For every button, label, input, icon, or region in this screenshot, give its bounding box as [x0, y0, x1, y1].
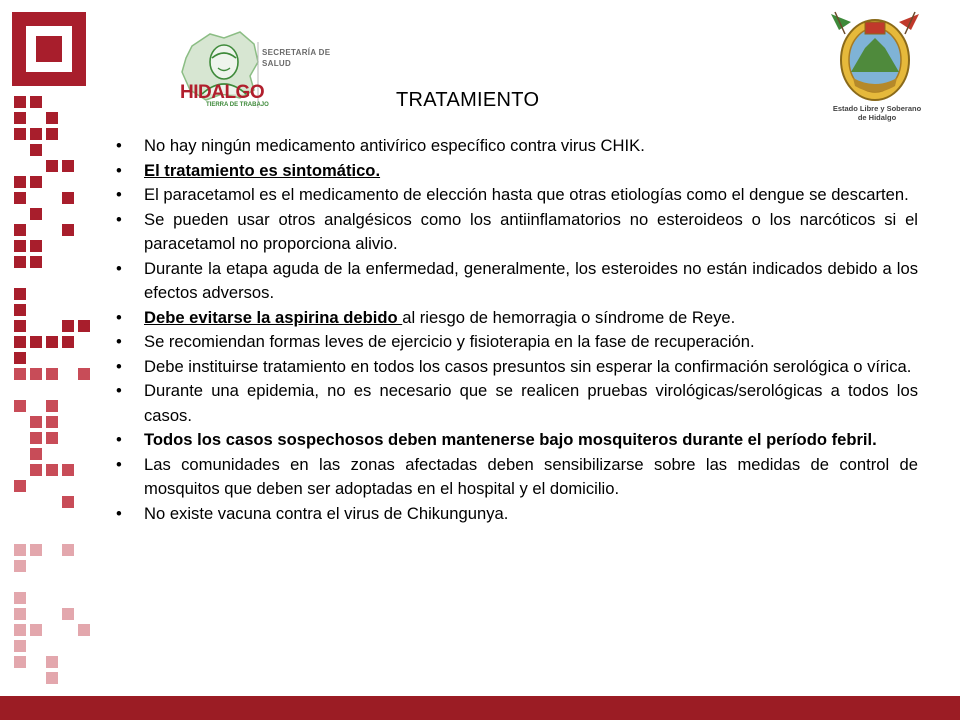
decor-square [30, 144, 42, 156]
decor-square [62, 464, 74, 476]
decor-square [14, 624, 26, 636]
list-item [112, 453, 918, 502]
decor-square [46, 160, 58, 172]
treatment-bullet-list [112, 134, 918, 526]
list-item [112, 134, 918, 159]
decor-square [62, 496, 74, 508]
decor-square [30, 624, 42, 636]
decor-square [30, 368, 42, 380]
decor-square [46, 464, 58, 476]
bullet-glyph: • [116, 430, 122, 449]
decor-square [14, 320, 26, 332]
hidalgo-logo-word: HIDALGO [180, 82, 265, 103]
list-item-text: Durante una epidemia, no es necesario que se realicen pruebas virológicas/serológicas a todos los casos. [144, 381, 918, 425]
decor-square [46, 432, 58, 444]
list-item-text: No hay ningún medicamento antivírico específico contra virus CHIK. [144, 136, 645, 155]
decor-square [14, 352, 26, 364]
decor-square [14, 256, 26, 268]
decor-square [14, 288, 26, 300]
list-item-text: al riesgo de hemorragia o síndrome de Reye. [402, 307, 736, 327]
decor-square [14, 176, 26, 188]
bullet-glyph: • [116, 209, 122, 229]
list-item-lead: Debe evitarse la aspirina debido [144, 307, 403, 327]
decor-square [14, 224, 26, 236]
list-item-text: El paracetamol es el medicamento de elección hasta que otras etiologías como el dengue se descarten. [144, 185, 909, 204]
decor-square [14, 544, 26, 556]
decor-square [46, 656, 58, 668]
decor-square [30, 256, 42, 268]
decor-square [30, 208, 42, 220]
list-item [112, 306, 918, 331]
decor-square [30, 432, 42, 444]
decor-square [14, 112, 26, 124]
list-item-text: Debe instituirse tratamiento en todos los casos presuntos sin esperar la confirmación serológica o vírica. [144, 356, 912, 376]
list-item [112, 330, 918, 355]
decor-square [14, 608, 26, 620]
decor-square [14, 368, 26, 380]
list-item-text: No existe vacuna contra el virus de Chikungunya. [144, 503, 509, 523]
secretaria-salud-text: SECRETARÍA DE SALUD [262, 48, 331, 68]
list-item [112, 208, 918, 257]
list-item-text: Durante la etapa aguda de la enfermedad, generalmente, los esteroides no están indicados debido a los efectos adversos. [144, 258, 918, 302]
list-item [112, 379, 918, 428]
decor-square [46, 128, 58, 140]
decor-square [14, 128, 26, 140]
footer-accent-bar [0, 696, 960, 720]
decor-square [30, 96, 42, 108]
decor-square [46, 112, 58, 124]
list-item [112, 183, 918, 208]
list-item-text: Las comunidades en las zonas afectadas deben sensibilizarse sobre las medidas de control de mosquitos que deben ser adoptadas en el hospital y el domicilio. [144, 454, 918, 498]
decor-square [30, 544, 42, 556]
decor-square [78, 320, 90, 332]
portrait-head [210, 45, 238, 79]
list-item [112, 257, 918, 306]
decor-square [30, 336, 42, 348]
bullet-glyph: • [116, 381, 122, 400]
decor-square [14, 592, 26, 604]
list-item-text: Se pueden usar otros analgésicos como los antiinflamatorios no esteroideos o los narcóticos si el paracetamol no proporciona alivio. [144, 209, 918, 253]
decor-square [46, 416, 58, 428]
bullet-glyph: • [116, 332, 122, 351]
bullet-glyph: • [116, 356, 122, 376]
decor-square [30, 176, 42, 188]
decor-square [78, 624, 90, 636]
slide-title: TRATAMIENTO [396, 89, 540, 111]
decor-square [62, 224, 74, 236]
hidalgo-tagline: TIERRA DE TRABAJO [206, 102, 269, 108]
decor-square [30, 464, 42, 476]
decor-square [62, 336, 74, 348]
bullet-glyph: • [116, 454, 122, 474]
decor-square [30, 240, 42, 252]
decor-square [62, 160, 74, 172]
decor-square [14, 640, 26, 652]
bullet-glyph: • [116, 160, 122, 180]
decor-square [14, 96, 26, 108]
decor-square [14, 480, 26, 492]
decor-square [62, 320, 74, 332]
bullet-glyph: • [116, 503, 122, 523]
bullet-glyph: • [116, 136, 122, 155]
decor-square [14, 192, 26, 204]
decor-square [46, 400, 58, 412]
estado-caption-line2: de Hidalgo [857, 113, 897, 122]
decor-square [46, 368, 58, 380]
list-item [112, 355, 918, 380]
decor-square [14, 656, 26, 668]
decor-square [30, 416, 42, 428]
decor-square [14, 400, 26, 412]
decor-square [62, 544, 74, 556]
decor-square [46, 672, 58, 684]
decor-square [14, 304, 26, 316]
bullet-glyph: • [116, 307, 122, 327]
estado-caption-line1: Estado Libre y Soberano [832, 104, 922, 113]
decor-square [62, 192, 74, 204]
estado-libre-caption [822, 104, 932, 122]
decor-square [14, 336, 26, 348]
list-item-text: Todos los casos sospechosos deben mantenerse bajo mosquiteros durante el período febril. [144, 430, 877, 449]
decor-square [62, 608, 74, 620]
decor-square [14, 560, 26, 572]
decor-square [46, 336, 58, 348]
decor-square [78, 368, 90, 380]
list-item [112, 159, 918, 184]
decorative-square-pattern [0, 0, 100, 700]
list-item-text: El tratamiento es sintomático. [144, 160, 381, 180]
list-item-text: Se recomiendan formas leves de ejercicio y fisioterapia en la fase de recuperación. [144, 332, 755, 351]
decor-square [30, 128, 42, 140]
list-item [112, 502, 918, 527]
bullet-glyph: • [116, 258, 122, 278]
bullet-glyph: • [116, 185, 122, 204]
decor-square [30, 448, 42, 460]
list-item [112, 428, 918, 453]
decor-square [14, 240, 26, 252]
brand-square-core [36, 36, 62, 62]
